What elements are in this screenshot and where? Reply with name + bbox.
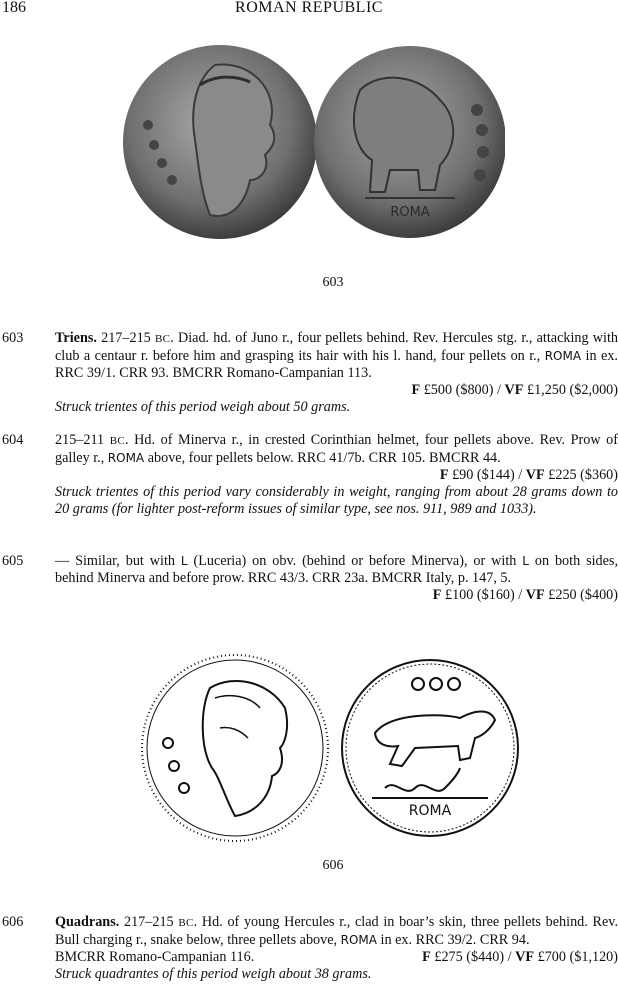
note: Struck trientes of this period weigh about 50 grams. [55,399,351,415]
mint-letter: L [180,554,188,568]
entry-number: 604 [2,432,24,448]
references: above, four pellets below. RRC 41/7b. CRR 105. BMCRR 44. [144,450,501,466]
roma-text: ROMA [544,349,582,363]
description: . Hd. of young Hercules r., clad in boar’s skin, three pellets behind. Rev. Bull charging r., snake below, three pellets above, [55,914,618,948]
catalog-entry-604 [2,432,618,518]
price-line: F £100 ($160) / VF £250 ($400) [432,587,618,603]
roma-text: ROMA [340,933,377,947]
entry-number: 603 [2,330,24,346]
references-cont: BMCRR Romano-Campanian 116. [55,949,255,965]
coin-drawing-606 [140,648,520,848]
description: — Similar, but with [55,553,181,569]
denomination: Triens. [55,330,97,346]
catalog-entry-603 [2,330,618,416]
description-cont: (Luceria) on obv. (behind or before Minerva), or with [187,553,523,569]
references: in ex. RRC 39/2. CRR 94. [377,932,530,948]
price-line: F £500 ($800) / VF £1,250 ($2,000) [411,382,618,398]
date: 217–215 [101,330,151,346]
mint-letter: L [522,554,529,568]
figure-caption-606: 606 [322,858,344,873]
references: in ex. RRC 39/1. CRR 93. BMCRR Romano-Campanian 113. [55,348,618,381]
entry-number: 605 [2,553,24,569]
catalog-entry-606 [2,914,618,983]
note: Struck quadrantes of this period weigh about 38 grams. [55,966,372,982]
era: BC [178,917,194,929]
roma-text: ROMA [107,451,145,465]
era: BC [154,333,171,345]
price-line: F £90 ($144) / VF £225 ($360) [439,467,618,483]
catalog-entry-605 [2,553,618,604]
date: 215–211 [55,432,105,448]
roma-legend: ROMA [390,205,430,220]
entry-number: 606 [2,914,24,930]
references: on both sides, behind Minerva and before prow. RRC 43/3. CRR 23a. BMCRR Italy, p. 147, 5. [55,553,618,586]
note: Struck trientes of this period vary considerably in weight, ranging from about 28 grams down to 20 grams (for lighter post-reform issues of similar type, see nos. 911, 989 and 1033). [55,484,618,517]
denomination: Quadrans. [55,914,120,930]
ref-price-line [55,949,618,966]
era: BC [109,435,126,447]
coin-photo-603 [120,30,505,260]
page-number: 186 [2,0,26,16]
description: . Diad. hd. of Juno r., four pellets behind. Rev. Hercules stg. r., attacking with club a centaur r. before him and grasping its hair with his l. hand, four pellets on r., [55,330,618,364]
running-title: ROMAN REPUBLIC [235,0,383,16]
roma-legend: ROMA [408,803,452,819]
date: 217–215 [123,914,174,930]
description: . Hd. of Minerva r., in crested Corinthian helmet, four pellets above. Rev. Prow of galley r., [55,432,618,466]
price-line: F £275 ($440) / VF £700 ($1,120) [422,949,618,965]
figure-caption-603: 603 [322,275,344,290]
